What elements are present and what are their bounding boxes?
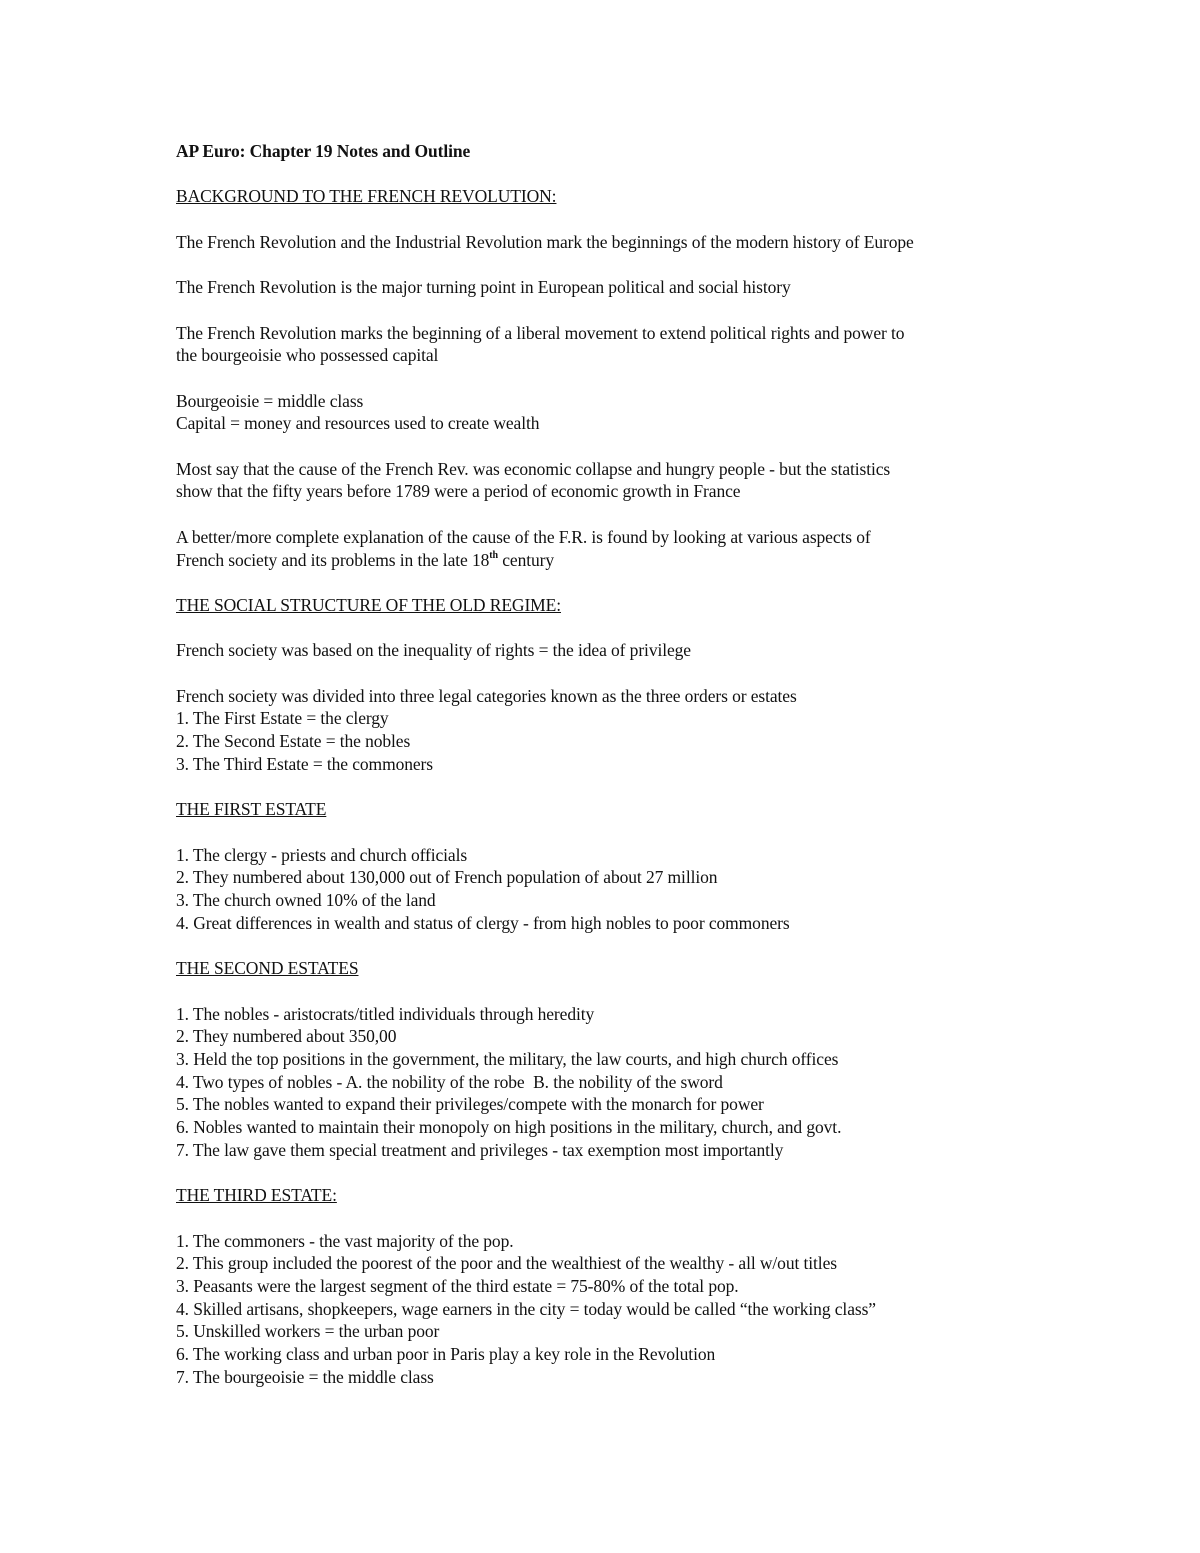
paragraph-line: A better/more complete explanation of the cause of the F.R. is found by looking at various aspects of — [176, 526, 871, 547]
paragraph-line: show that the fifty years before 1789 were a period of economic growth in France — [176, 481, 741, 502]
list-item: 1. The nobles - aristocrats/titled individuals through heredity — [176, 1003, 595, 1024]
list-item: 1. The First Estate = the clergy — [176, 708, 389, 729]
list-item: 1. The commoners - the vast majority of the pop. — [176, 1230, 514, 1251]
background-paragraph-2 — [176, 276, 1056, 299]
background-paragraph-6 — [176, 526, 1056, 571]
list-item: 3. The Third Estate = the commoners — [176, 753, 433, 774]
paragraph-line: the bourgeoisie who possessed capital — [176, 345, 439, 366]
paragraph-line — [176, 549, 1056, 572]
document-title: AP Euro: Chapter 19 Notes and Outline — [176, 141, 471, 161]
list-item: 3. Held the top positions in the government, the military, the law courts, and high church offices — [176, 1048, 839, 1069]
list-item: 3. The church owned 10% of the land — [176, 890, 436, 911]
definition-capital: Capital = money and resources used to create wealth — [176, 413, 540, 434]
first-estate-list — [176, 844, 1056, 935]
paragraph-line: The French Revolution is the major turning point in European political and social history — [176, 277, 791, 298]
list-item: 1. The clergy - priests and church officials — [176, 844, 468, 865]
list-item: 7. The bourgeoisie = the middle class — [176, 1366, 434, 1387]
list-item: 5. Unskilled workers = the urban poor — [176, 1321, 440, 1342]
list-item: 2. They numbered about 350,00 — [176, 1026, 397, 1047]
list-item: 3. Peasants were the largest segment of the third estate = 75-80% of the total pop. — [176, 1275, 739, 1296]
section-heading-social-structure: THE SOCIAL STRUCTURE OF THE OLD REGIME: — [176, 594, 561, 615]
list-item: 2. This group included the poorest of the poor and the wealthiest of the wealthy - all w/out titles — [176, 1253, 837, 1274]
list-item: 6. Nobles wanted to maintain their monopoly on high positions in the military, church, and govt. — [176, 1117, 842, 1138]
definitions-block — [176, 390, 1056, 435]
paragraph-line: Most say that the cause of the French Rev. was economic collapse and hungry people - but the statistics — [176, 458, 891, 479]
definition-bourgeoisie: Bourgeoisie = middle class — [176, 390, 364, 411]
section-heading-third-estate: THE THIRD ESTATE: — [176, 1185, 337, 1206]
ordinal-superscript: th — [489, 549, 498, 561]
list-item: 5. The nobles wanted to expand their privileges/compete with the monarch for power — [176, 1094, 764, 1115]
section-heading-first-estate: THE FIRST ESTATE — [176, 799, 327, 820]
section-heading-second-estates: THE SECOND ESTATES — [176, 958, 359, 979]
list-item: 2. They numbered about 130,000 out of French population of about 27 million — [176, 867, 718, 888]
paragraph-line: French society was based on the inequality of rights = the idea of privilege — [176, 640, 691, 661]
paragraph-line: The French Revolution and the Industrial Revolution mark the beginnings of the modern history of Europe — [176, 231, 914, 252]
paragraph-line: French society was divided into three legal categories known as the three orders or estates — [176, 685, 797, 706]
list-item: 4. Two types of nobles - A. the nobility of the robe B. the nobility of the sword — [176, 1071, 723, 1092]
background-paragraph-5 — [176, 458, 1056, 503]
list-item: 6. The working class and urban poor in Paris play a key role in the Revolution — [176, 1344, 716, 1365]
paragraph-line: The French Revolution marks the beginning of a liberal movement to extend political rights and power to — [176, 322, 905, 343]
list-item: 4. Great differences in wealth and status of clergy - from high nobles to poor commoners — [176, 912, 790, 933]
list-item: 4. Skilled artisans, shopkeepers, wage earners in the city = today would be called “the working class” — [176, 1298, 876, 1319]
paragraph-text: French society and its problems in the late 18 — [176, 549, 490, 570]
social-paragraph-2 — [176, 685, 1056, 776]
paragraph-text: century — [497, 549, 555, 570]
document-page — [176, 140, 1056, 1411]
background-paragraph-3 — [176, 322, 1056, 367]
section-heading-background: BACKGROUND TO THE FRENCH REVOLUTION: — [176, 186, 557, 207]
list-item: 7. The law gave them special treatment and privileges - tax exemption most importantly — [176, 1139, 784, 1160]
third-estate-list — [176, 1230, 1056, 1389]
background-paragraph-1 — [176, 231, 1056, 254]
second-estate-list — [176, 1003, 1056, 1162]
list-item: 2. The Second Estate = the nobles — [176, 731, 411, 752]
social-paragraph-1 — [176, 639, 1056, 662]
